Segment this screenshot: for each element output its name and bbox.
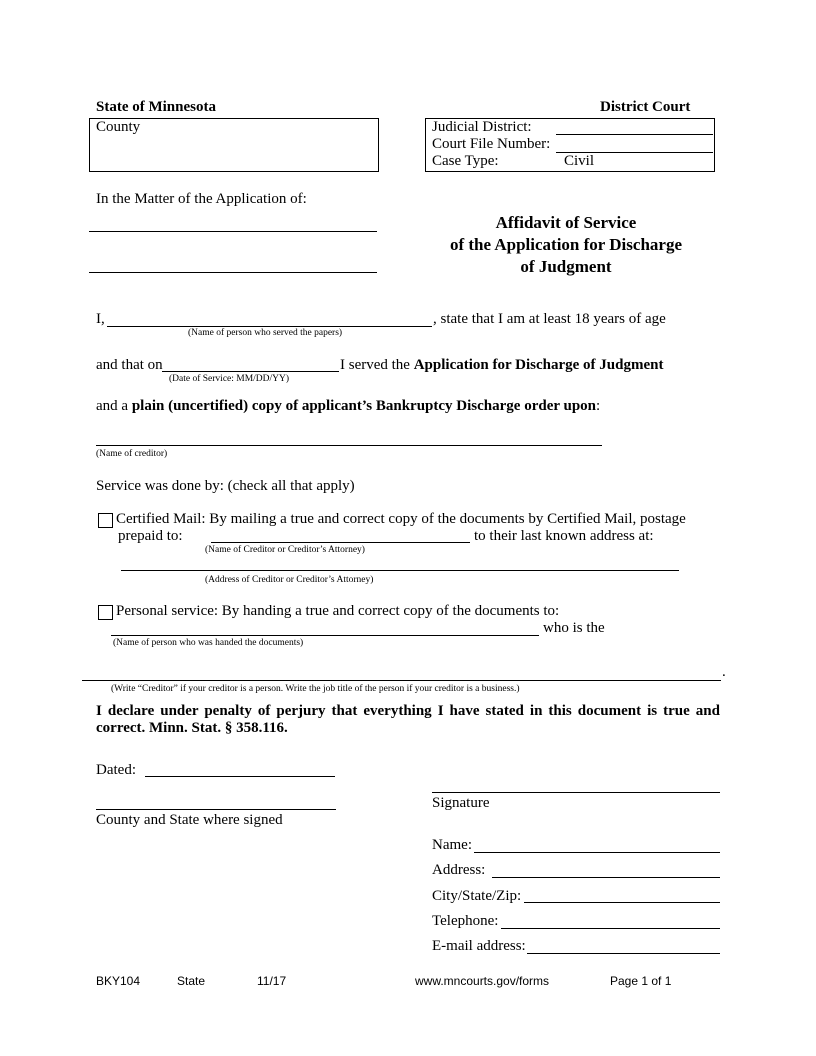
city-state-zip-field[interactable]	[524, 902, 720, 903]
court-heading: District Court	[600, 99, 691, 115]
creditor-name-field[interactable]	[96, 445, 602, 446]
footer-category: State	[177, 974, 206, 988]
email-label: E-mail address:	[432, 938, 526, 954]
certified-prepaid-label: prepaid to:	[118, 528, 183, 544]
telephone-label: Telephone:	[432, 913, 499, 929]
certified-mail-text: Certified Mail: By mailing a true and correct copy of the documents by Certified Mail, postage	[116, 511, 686, 527]
city-state-zip-label: City/State/Zip:	[432, 888, 522, 904]
document-title-line-2: of the Application for Discharge	[449, 235, 682, 254]
personal-recipient-hint: (Name of person who was handed the documents)	[113, 638, 304, 648]
certified-address-label: to their last known address at:	[474, 528, 654, 544]
plain-copy-statement	[96, 398, 600, 415]
certified-address-hint: (Address of Creditor or Creditor’s Attorney)	[205, 575, 374, 585]
document-title-line-3: of Judgment	[520, 257, 612, 276]
footer-version: 11/17	[257, 974, 287, 988]
document-title-line-1: Affidavit of Service	[495, 213, 637, 232]
name-label: Name:	[432, 837, 472, 853]
served-statement	[340, 357, 663, 374]
dated-field[interactable]	[145, 776, 335, 777]
applicant-name-line-2[interactable]	[89, 272, 377, 273]
case-type-label: Case Type:	[432, 153, 499, 169]
county-state-field[interactable]	[96, 809, 336, 810]
personal-recipient-field[interactable]	[111, 635, 539, 636]
case-info-box	[425, 118, 715, 172]
service-heading: Service was done by: (check all that apply)	[96, 478, 355, 494]
recipient-title-field[interactable]	[82, 680, 721, 681]
footer-url[interactable]: www.mncourts.gov/forms	[415, 974, 550, 988]
footer-page-number: Page 1 of 1	[610, 974, 672, 988]
email-field[interactable]	[527, 953, 720, 954]
plain-copy-text: plain (uncertified) copy of applicant’s Bankruptcy Discharge order upon	[131, 398, 597, 414]
personal-service-checkbox[interactable]	[98, 605, 113, 620]
court-file-number-field[interactable]	[556, 152, 713, 153]
server-name-hint: (Name of person who served the papers)	[188, 328, 343, 338]
certified-address-field[interactable]	[121, 570, 679, 571]
application-title-text: Application for Discharge of Judgment	[413, 357, 664, 373]
who-is-the-label: who is the	[543, 620, 605, 636]
plain-copy-colon: :	[596, 398, 601, 414]
server-name-field[interactable]	[107, 326, 432, 327]
certified-recipient-field[interactable]	[211, 542, 470, 543]
name-field[interactable]	[474, 852, 720, 853]
service-date-field[interactable]	[162, 371, 339, 372]
county-box[interactable]	[89, 118, 379, 172]
judicial-district-field[interactable]	[556, 134, 713, 135]
service-date-hint: (Date of Service: MM/DD/YY)	[169, 374, 290, 384]
address-label: Address:	[432, 862, 486, 878]
certified-mail-checkbox[interactable]	[98, 513, 113, 528]
matter-label: In the Matter of the Application of:	[96, 191, 307, 207]
case-type-value: Civil	[564, 153, 595, 169]
age-statement: , state that I am at least 18 years of age	[433, 311, 666, 327]
and-that-on-label: and that on	[96, 357, 163, 373]
court-file-number-label: Court File Number:	[432, 136, 551, 152]
and-a-text: and a	[96, 398, 129, 414]
certified-recipient-hint: (Name of Creditor or Creditor’s Attorney)	[205, 545, 365, 555]
signature-field[interactable]	[432, 792, 720, 793]
telephone-field[interactable]	[501, 928, 720, 929]
i-prefix: I,	[96, 311, 105, 327]
recipient-title-hint: (Write “Creditor” if your creditor is a person. Write the job title of the person if your creditor is a business.)	[111, 684, 520, 694]
footer-form-id: BKY104	[96, 974, 141, 988]
declaration-line-1: I declare under penalty of perjury that everything I have stated in this document is true and	[96, 703, 720, 719]
dated-label: Dated:	[96, 762, 136, 778]
county-label: County	[96, 119, 141, 135]
judicial-district-label: Judicial District:	[432, 119, 532, 135]
county-state-label: County and State where signed	[96, 812, 283, 828]
state-heading: State of Minnesota	[96, 99, 216, 115]
signature-label: Signature	[432, 795, 490, 811]
declaration-line-2: correct. Minn. Stat. § 358.116.	[96, 720, 288, 736]
personal-service-text: Personal service: By handing a true and correct copy of the documents to:	[116, 603, 560, 619]
recipient-title-period: .	[722, 664, 726, 680]
address-field[interactable]	[492, 877, 720, 878]
i-served-the-text: I served the	[340, 357, 410, 373]
creditor-name-hint: (Name of creditor)	[96, 449, 168, 459]
applicant-name-line-1[interactable]	[89, 231, 377, 232]
